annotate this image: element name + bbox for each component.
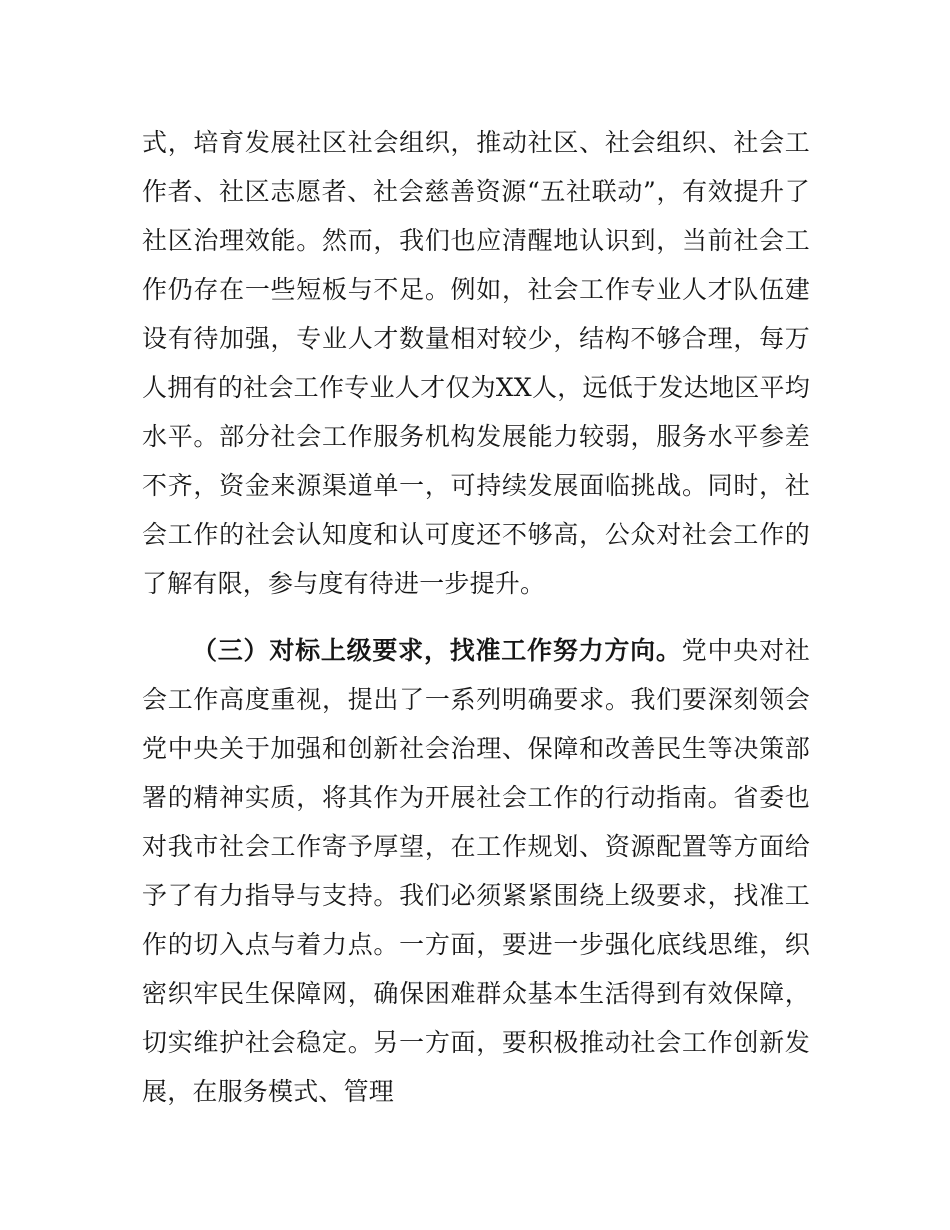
paragraph-section-three <box>142 626 810 1116</box>
paragraph-continuation <box>142 118 810 608</box>
paragraph-text: 式，培育发展社区社会组织，推动社区、社会组织、社会工作者、社区志愿者、社会慈善资源“五社联动”，有效提升了社区治理效能。然而，我们也应清醒地认识到，当前社会工作仍存在一些短板与不足。例如，社会工作专业人才队伍建设有待加强，专业人才数量相对较少，结构不够合理，每万人拥有的社会工作专业人才仅为XX人，远低于发达地区平均水平。部分社会工作服务机构发展能力较弱，服务水平参差不齐，资金来源渠道单一，可持续发展面临挑战。同时，社会工作的社会认知度和认可度还不够高，公众对社会工作的了解有限，参与度有待进一步提升。 <box>142 128 810 598</box>
section-heading: （三）对标上级要求，找准工作努力方向。 <box>192 636 682 665</box>
document-body <box>142 118 810 1116</box>
paragraph-text: 党中央对社会工作高度重视，提出了一系列明确要求。我们要深刻领会党中央关于加强和创新社会治理、保障和改善民生等决策部署的精神实质，将其作为开展社会工作的行动指南。省委也对我市社会工作寄予厚望，在工作规划、资源配置等方面给予了有力指导与支持。我们必须紧紧围绕上级要求，找准工作的切入点与着力点。一方面，要进一步强化底线思维，织密织牢民生保障网，确保困难群众基本生活得到有效保障，切实维护社会稳定。另一方面，要积极推动社会工作创新发展，在服务模式、管理 <box>142 636 810 1106</box>
